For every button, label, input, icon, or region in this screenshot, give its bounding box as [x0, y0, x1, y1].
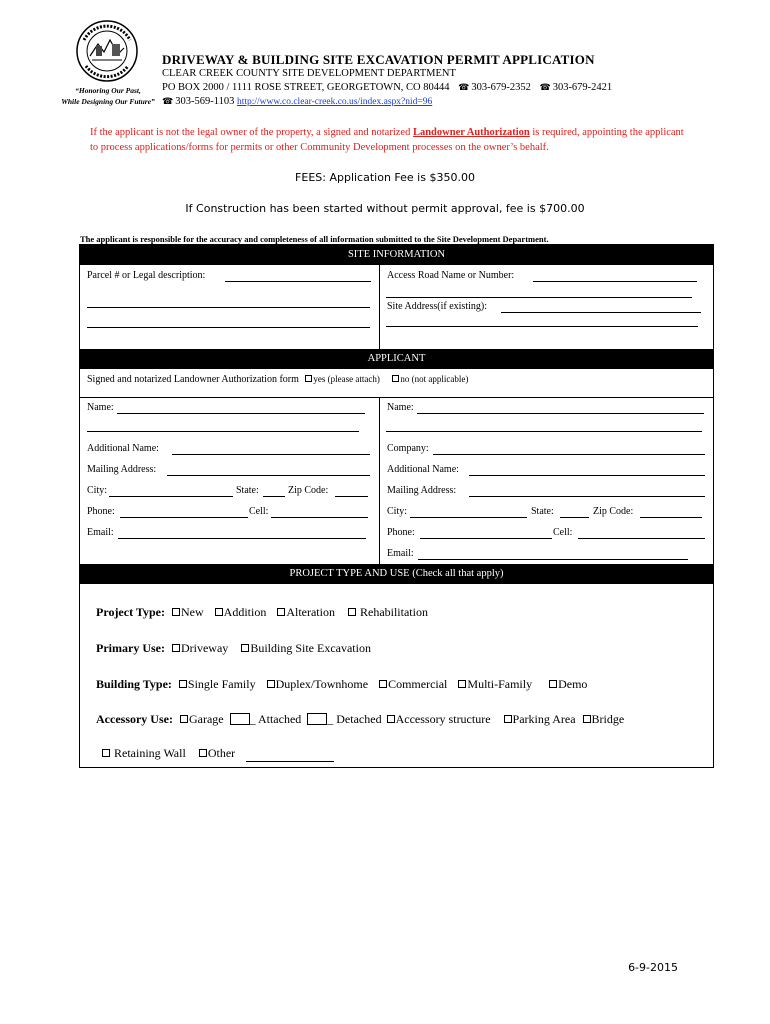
project-type-row [96, 605, 428, 620]
garage-label: Garage [188, 712, 224, 726]
left-name-field-line-2[interactable] [87, 431, 359, 432]
right-email-label: Email: [387, 548, 414, 559]
parking-area-checkbox[interactable] [504, 715, 512, 723]
auth-no-label: no (not applicable) [400, 374, 469, 384]
application-form [79, 244, 714, 768]
left-phone-label: Phone: [87, 506, 115, 517]
rehabilitation-checkbox[interactable] [348, 608, 356, 616]
auth-yes-label: yes (please attach) [313, 374, 380, 384]
parcel-field[interactable] [225, 281, 371, 282]
left-additional-name-field[interactable] [172, 454, 370, 455]
detached-label: Detached [336, 712, 382, 726]
column-divider [379, 397, 380, 564]
right-phone-field[interactable] [420, 538, 552, 539]
left-city-field[interactable] [109, 496, 233, 497]
new-checkbox[interactable] [172, 608, 180, 616]
application-fee: FEES: Application Fee is $350.00 [295, 171, 475, 184]
rehabilitation-label: Rehabilitation [359, 605, 428, 619]
alteration-checkbox[interactable] [277, 608, 285, 616]
right-email-field[interactable] [418, 559, 688, 560]
motto-line-1: “Honoring Our Past, [75, 86, 141, 95]
building-site-excavation-label: Building Site Excavation [250, 641, 371, 655]
right-state-label: State: [531, 506, 554, 517]
fax-text: 303-569-1103 [175, 96, 235, 107]
notice-text-2: is required, appointing the applicant to process applications/forms for permits or other Community Development processes on the owner’s behalf. [90, 127, 684, 153]
late-fee: If Construction has been started without permit approval, fee is $700.00 [185, 202, 585, 215]
left-zip-label: Zip Code: [288, 485, 329, 496]
building-type-row [96, 677, 587, 692]
bridge-checkbox[interactable] [583, 715, 591, 723]
accessory-use-label: Accessory Use: [96, 712, 173, 726]
right-city-label: City: [387, 506, 408, 517]
website-link[interactable]: http://www.co.clear-creek.co.us/index.aspx?nid=96 [236, 97, 433, 107]
department-address: PO BOX 2000 / 1111 ROSE STREET, GEORGETOWN, CO 80444 [162, 82, 450, 93]
right-zip-label: Zip Code: [593, 506, 634, 517]
right-mailing-field[interactable] [469, 496, 705, 497]
accessory-use-row: Accessory Use: Garage _ Attached _ Detached Accessory structure Parking Area Bridge [96, 712, 625, 726]
column-divider [379, 265, 380, 350]
right-company-field[interactable] [433, 454, 705, 455]
landowner-authorization-link[interactable]: Landowner Authorization [412, 127, 530, 138]
auth-no-checkbox[interactable] [392, 375, 399, 382]
garage-checkbox[interactable] [180, 715, 188, 723]
right-zip-field[interactable] [640, 517, 702, 518]
left-cell-field[interactable] [271, 517, 368, 518]
duplex-townhome-label: Duplex/Townhome [275, 677, 369, 691]
new-label: New [180, 605, 204, 619]
parcel-label: Parcel # or Legal description: [87, 270, 206, 281]
department-address-line [162, 82, 612, 93]
form-title: DRIVEWAY & BUILDING SITE EXCAVATION PERMIT APPLICATION [162, 52, 595, 67]
left-state-field[interactable] [263, 496, 285, 497]
commercial-checkbox[interactable] [379, 680, 387, 688]
other-label: Other [207, 746, 236, 760]
access-road-field[interactable] [533, 281, 697, 282]
department-name: CLEAR CREEK COUNTY SITE DEVELOPMENT DEPARTMENT [162, 68, 456, 79]
right-company-label: Company: [387, 443, 429, 454]
fax [162, 96, 234, 107]
site-address-label: Site Address(if existing): [387, 301, 487, 312]
fax-website-line [162, 96, 432, 107]
county-seal-logo [76, 20, 138, 82]
county-motto [58, 85, 158, 107]
right-name-label: Name: [387, 402, 414, 413]
motto-line-2: While Designing Our Future” [61, 97, 155, 106]
driveway-checkbox[interactable] [172, 644, 180, 652]
site-address-field-line-2[interactable] [386, 326, 698, 327]
site-information-header: SITE INFORMATION [80, 245, 713, 265]
auth-yes-checkbox[interactable] [305, 375, 312, 382]
phone-icon: ☎ [458, 82, 470, 92]
left-name-label: Name: [87, 402, 114, 413]
right-additional-name-field[interactable] [469, 475, 705, 476]
right-name-field-line-2[interactable] [386, 431, 702, 432]
divider [80, 397, 713, 398]
phone-2-text: 303-679-2421 [552, 82, 613, 93]
multi-family-checkbox[interactable] [458, 680, 466, 688]
retaining-wall-checkbox[interactable] [102, 749, 110, 757]
right-cell-label: Cell: [553, 527, 573, 538]
left-state-label: State: [236, 485, 259, 496]
bridge-label: Bridge [591, 712, 625, 726]
access-road-field-line-2[interactable] [386, 297, 692, 298]
accessory-structure-checkbox[interactable] [387, 715, 395, 723]
revision-date: 6-9-2015 [628, 961, 678, 974]
left-mailing-label: Mailing Address: [87, 464, 157, 475]
left-phone-field[interactable] [120, 517, 248, 518]
alteration-label: Alteration [286, 605, 335, 619]
right-name-field[interactable] [417, 413, 704, 414]
accessory-structure-label: Accessory structure [395, 712, 491, 726]
other-row [102, 746, 235, 761]
driveway-label: Driveway [180, 641, 229, 655]
left-cell-label: Cell: [249, 506, 269, 517]
parcel-field-line-3[interactable] [87, 327, 370, 328]
left-name-field[interactable] [117, 413, 365, 414]
phone-1-text: 303-679-2352 [471, 82, 531, 93]
parking-area-label: Parking Area [512, 712, 576, 726]
building-type-label: Building Type: [96, 677, 172, 691]
left-mailing-field[interactable] [167, 475, 370, 476]
right-state-field[interactable] [560, 517, 589, 518]
primary-use-row [96, 641, 371, 656]
right-additional-name-label: Additional Name: [387, 464, 459, 475]
phone-1 [458, 82, 531, 93]
demo-checkbox[interactable] [549, 680, 557, 688]
access-road-label: Access Road Name or Number: [387, 270, 515, 281]
demo-label: Demo [558, 677, 588, 691]
left-email-label: Email: [87, 527, 114, 538]
right-mailing-label: Mailing Address: [387, 485, 457, 496]
left-city-label: City: [87, 485, 108, 496]
parcel-field-line-2[interactable] [87, 307, 370, 308]
authorization-row [87, 374, 468, 385]
other-checkbox[interactable] [199, 749, 207, 757]
left-email-field[interactable] [118, 538, 366, 539]
phone-2 [539, 82, 612, 93]
site-address-field[interactable] [501, 312, 701, 313]
authorization-prompt: Signed and notarized Landowner Authorization form [87, 374, 299, 385]
responsibility-statement: The applicant is responsible for the accuracy and completeness of all information submitted to the Site Development Department. [80, 234, 549, 244]
attached-label: Attached [257, 712, 302, 726]
multi-family-label: Multi-Family [467, 677, 533, 691]
single-family-label: Single Family [187, 677, 256, 691]
left-additional-name-label: Additional Name: [87, 443, 159, 454]
duplex-townhome-checkbox[interactable] [267, 680, 275, 688]
other-field[interactable] [246, 761, 334, 762]
fax-icon: ☎ [162, 96, 174, 106]
addition-label: Addition [223, 605, 267, 619]
project-type-header: PROJECT TYPE AND USE (Check all that apply) [80, 564, 713, 584]
addition-checkbox[interactable] [215, 608, 223, 616]
primary-use-label: Primary Use: [96, 641, 165, 655]
right-city-field[interactable] [410, 517, 527, 518]
detached-box[interactable] [307, 713, 327, 725]
owner-authorization-notice [90, 126, 690, 155]
notice-text-1: If the applicant is not the legal owner of the property, a signed and notarized [90, 127, 413, 138]
attached-box[interactable] [230, 713, 250, 725]
applicant-header: APPLICANT [80, 349, 713, 369]
left-zip-field[interactable] [335, 496, 368, 497]
project-type-label: Project Type: [96, 605, 165, 619]
single-family-checkbox[interactable] [179, 680, 187, 688]
right-phone-label: Phone: [387, 527, 415, 538]
commercial-label: Commercial [388, 677, 448, 691]
right-cell-field[interactable] [578, 538, 705, 539]
phone-icon: ☎ [539, 82, 551, 92]
retaining-wall-label: Retaining Wall [114, 746, 186, 760]
building-site-excavation-checkbox[interactable] [241, 644, 249, 652]
